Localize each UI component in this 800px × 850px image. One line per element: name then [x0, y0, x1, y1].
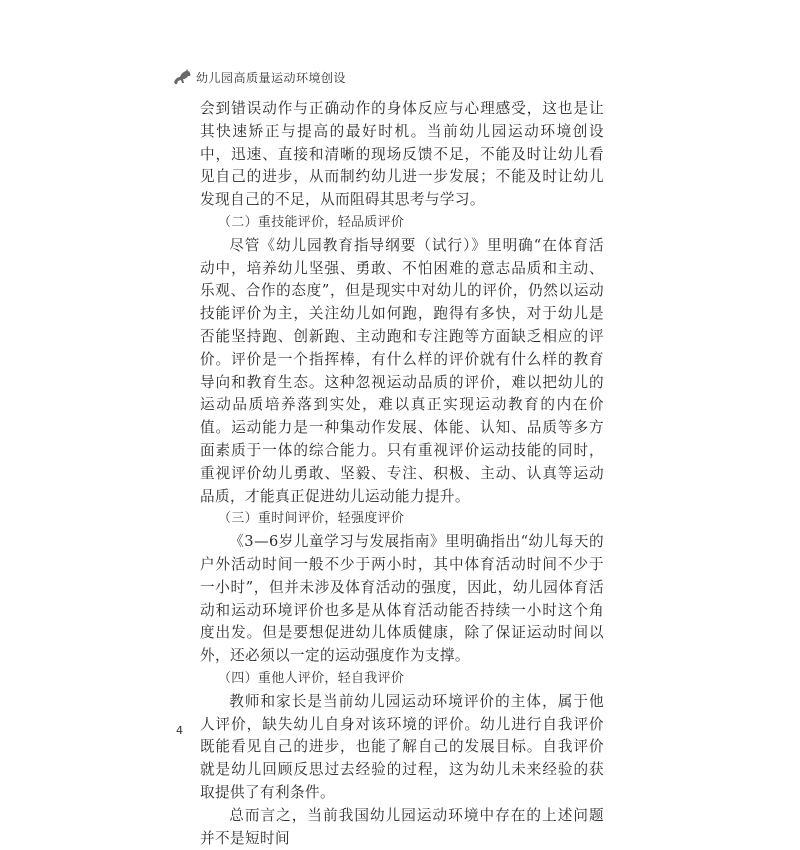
body-paragraph: 教师和家长是当前幼儿园运动环境评价的主体，属于他人评价，缺失幼儿自身对该环境的评价。幼儿进行自我评价既能看见自己的进步，也能了解自己的发展目标。自我评价就是幼儿回顾反思过去经验的过程，这为幼儿未来经验的获取提供了有利条件。 — [200, 692, 604, 801]
body-paragraph: 总而言之，当前我国幼儿园运动环境中存在的上述问题并不是短时间 — [200, 806, 604, 847]
section-heading: （二）重技能评价，轻品质评价 — [218, 214, 405, 230]
running-header — [172, 66, 346, 88]
horse-logo-icon — [172, 68, 192, 86]
body-paragraph: 《3—6岁儿童学习与发展指南》里明确指出“幼儿每天的户外活动时间一般不少于两小时，其中体育活动时间不少于一小时”，但并未涉及体育活动的强度，因此，幼儿园体育活动和运动环境评价也多是从体育活动能否持续一小时这个角度出发。但是要想促进幼儿体质健康，除了保证运动时间以外，还必须以一定的运动强度作为支撑。 — [200, 533, 604, 665]
section-heading: （三）重时间评价，轻强度评价 — [218, 511, 405, 527]
header-title: 幼儿园高质量运动环境创设 — [196, 70, 347, 85]
page-number: 4 — [176, 724, 183, 737]
section-heading: （四）重他人评价，轻自我评价 — [218, 670, 405, 686]
body-paragraph: 尽管《幼儿园教育指导纲要（试行）》里明确“在体育活动中，培养幼儿坚强、勇敢、不怕困难的意志品质和主动、乐观、合作的态度”，但是现实中对幼儿的评价，仍然以运动技能评价为主，关注幼儿如何跑，跑得有多快，对于幼儿是否能坚持跑、创新跑、主动跑和专注跑等方面缺乏相应的评价。评价是一个指挥棒，有什么样的评价就有什么样的教育导向和教育生态。这种忽视运动品质的评价，难以把幼儿的运动品质培养落到实处，难以真正实现运动教育的内在价值。运动能力是一种集动作发展、体能、认知、品质等多方面素质于一体的综合能力。只有重视评价运动技能的同时，重视评价幼儿勇敢、坚毅、专注、积极、主动、认真等运动品质，才能真正促进幼儿运动能力提升。 — [200, 236, 604, 505]
page-body — [200, 98, 604, 850]
body-paragraph: 会到错误动作与正确动作的身体反应与心理感受，这也是让其快速矫正与提高的最好时机。当前幼儿园运动环境创设中，迅速、直接和清晰的现场反馈不足，不能及时让幼儿看见自己的进步，从而制约幼儿进一步发展；不能及时让幼儿发现自己的不足，从而阻碍其思考与学习。 — [200, 100, 604, 209]
